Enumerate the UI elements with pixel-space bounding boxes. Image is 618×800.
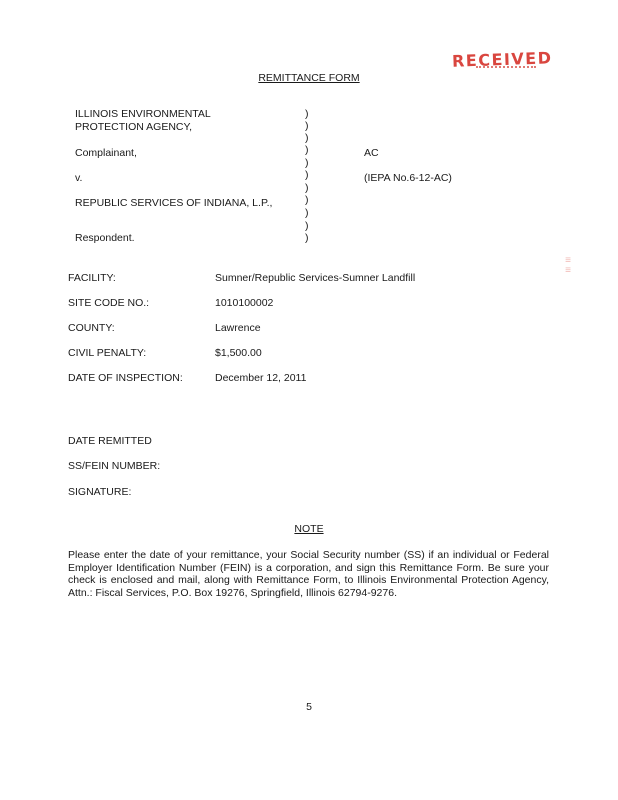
inspection-date-value: December 12, 2011 xyxy=(215,372,307,384)
complainant-label: Complainant, xyxy=(75,147,137,159)
caption-paren: ) xyxy=(305,194,309,206)
case-number: (IEPA No.6-12-AC) xyxy=(364,172,452,184)
versus-label: v. xyxy=(75,172,83,184)
page-number: 5 xyxy=(306,701,312,713)
faint-stamp-mark: ≡ ≡ xyxy=(565,255,571,276)
case-type: AC xyxy=(364,147,379,159)
note-heading: NOTE xyxy=(294,523,324,535)
caption-paren: ) xyxy=(305,220,309,232)
facility-value: Sumner/Republic Services-Sumner Landfill xyxy=(215,272,416,284)
site-code-label: SITE CODE NO.: xyxy=(68,297,150,309)
civil-penalty-label: CIVIL PENALTY: xyxy=(68,347,147,359)
caption-paren: ) xyxy=(305,232,309,244)
civil-penalty-value: $1,500.00 xyxy=(215,347,262,359)
caption-paren: ) xyxy=(305,132,309,144)
note-heading-wrap xyxy=(0,523,618,535)
site-code-value: 1010100002 xyxy=(215,297,274,309)
facility-label: FACILITY: xyxy=(68,272,116,284)
received-stamp: RECEIVED xyxy=(451,48,553,71)
respondent-name: REPUBLIC SERVICES OF INDIANA, L.P., xyxy=(75,197,273,209)
note-body: Please enter the date of your remittance, your Social Security number (SS) if an individual or Federal Employer Identification Number (FEIN) is a corporation, and sign this Remittance Form. Be sure your check is enclosed and mail, along with Remittance Form, to Illinois Environmental Protection Agency, Attn.: Fiscal Services, P.O. Box 19276, Springfield, Illinois 62794-9276. xyxy=(68,549,549,599)
caption-paren: ) xyxy=(305,182,309,194)
county-label: COUNTY: xyxy=(68,322,115,334)
respondent-label: Respondent. xyxy=(75,232,135,244)
caption-paren: ) xyxy=(305,120,309,132)
caption-paren: ) xyxy=(305,108,309,120)
caption-paren: ) xyxy=(305,169,309,181)
form-title-wrap xyxy=(0,72,618,84)
fein-number-label: SS/FEIN NUMBER: xyxy=(68,460,161,472)
caption-paren: ) xyxy=(305,144,309,156)
inspection-date-label: DATE OF INSPECTION: xyxy=(68,372,183,384)
complainant-name-line2: PROTECTION AGENCY, xyxy=(75,121,193,133)
caption-paren: ) xyxy=(305,207,309,219)
complainant-name-line1: ILLINOIS ENVIRONMENTAL xyxy=(75,108,211,120)
form-title: REMITTANCE FORM xyxy=(258,72,360,84)
date-remitted-label: DATE REMITTED xyxy=(68,435,152,447)
signature-label: SIGNATURE: xyxy=(68,486,132,498)
county-value: Lawrence xyxy=(215,322,261,334)
caption-paren: ) xyxy=(305,157,309,169)
